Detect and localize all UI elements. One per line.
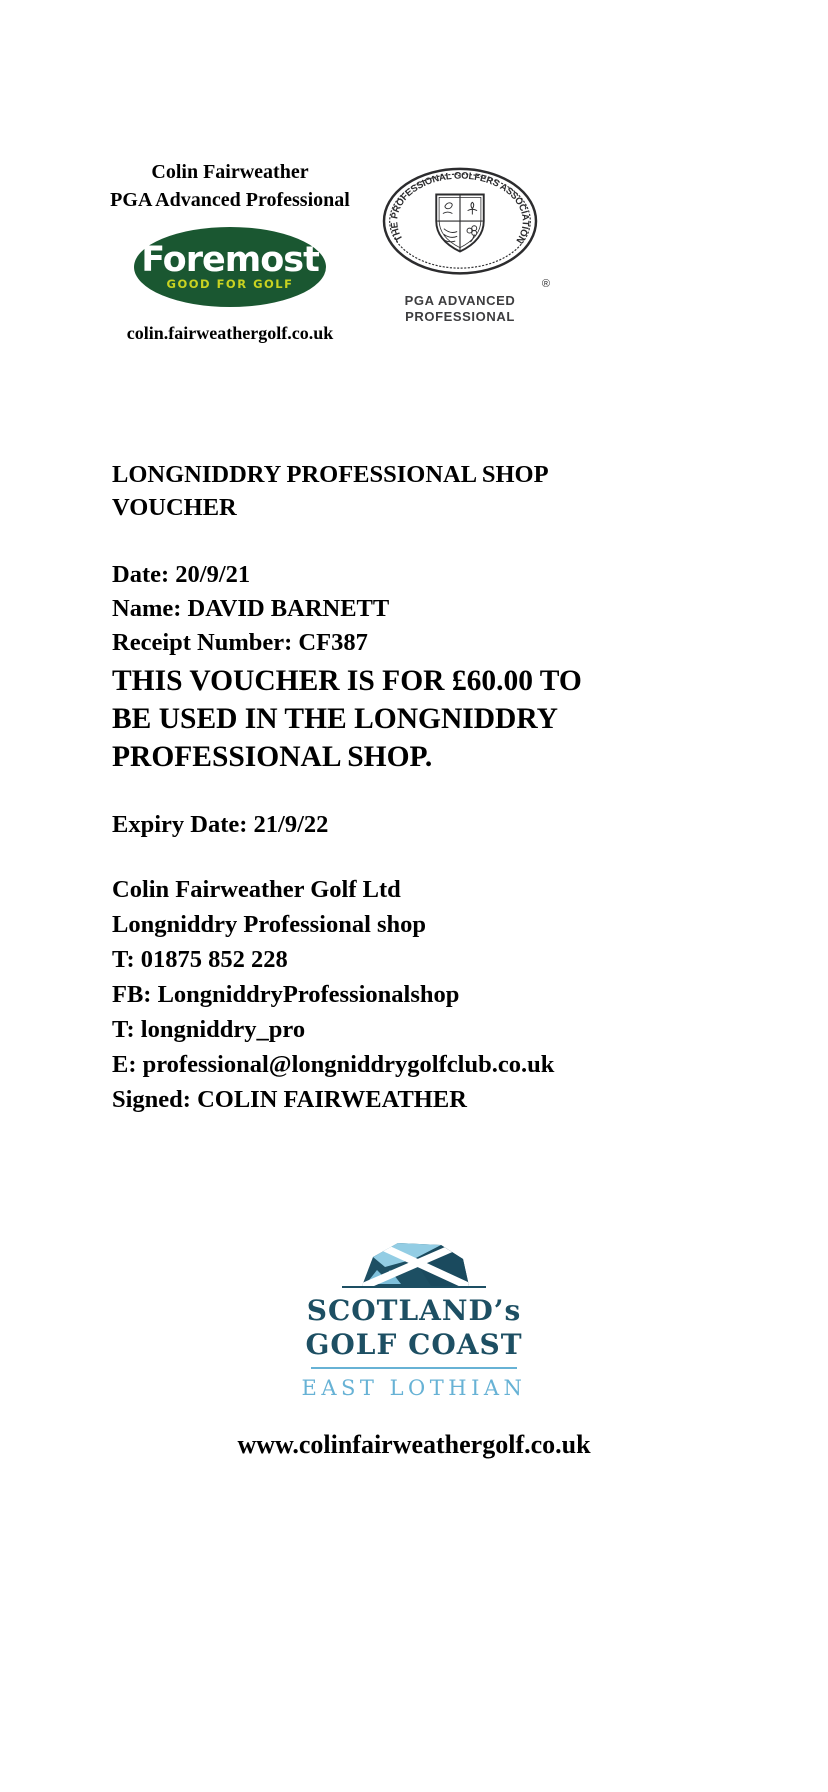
saltire-rock-icon bbox=[328, 1236, 500, 1294]
contact-email-line: E: professional@longniddrygolfclub.co.uk bbox=[112, 1051, 555, 1078]
sgc-divider bbox=[311, 1367, 517, 1369]
sgc-line1: SCOTLAND’s bbox=[306, 1294, 522, 1327]
sgc-line2: GOLF COAST bbox=[305, 1328, 523, 1361]
scotlands-golf-coast-logo bbox=[0, 1236, 828, 1400]
amount-line2: BE USED IN THE LONGNIDDRY bbox=[112, 703, 558, 735]
voucher-expiry bbox=[112, 808, 328, 842]
voucher-details bbox=[112, 558, 389, 660]
amount-line3: PROFESSIONAL SHOP. bbox=[112, 741, 433, 773]
owner-name: Colin Fairweather bbox=[151, 161, 309, 183]
contact-company-line: Colin Fairweather Golf Ltd bbox=[112, 876, 401, 903]
sgc-line3: EAST LOTHIAN bbox=[301, 1376, 527, 1400]
voucher-title-line2: VOUCHER bbox=[112, 494, 237, 521]
voucher-date-line: Date: 20/9/21 bbox=[112, 561, 251, 588]
footer-website-text: www.colinfairweathergolf.co.uk bbox=[237, 1430, 591, 1459]
owner-title: PGA Advanced Professional bbox=[110, 189, 350, 211]
voucher-name-line: Name: DAVID BARNETT bbox=[112, 595, 390, 622]
pga-seal-block bbox=[374, 166, 550, 324]
voucher-receipt-line: Receipt Number: CF387 bbox=[112, 629, 368, 656]
pga-seal-icon bbox=[378, 166, 542, 280]
header-website-text: colin.fairweathergolf.co.uk bbox=[126, 323, 334, 343]
seal-caption bbox=[374, 293, 546, 324]
foremost-logo bbox=[134, 227, 326, 307]
contact-twitter-line: T: longniddry_pro bbox=[112, 1016, 306, 1043]
seal-caption-line2: PROFESSIONAL bbox=[405, 308, 515, 324]
contact-signed-line: Signed: COLIN FAIRWEATHER bbox=[112, 1086, 467, 1113]
contact-shop-line: Longniddry Professional shop bbox=[112, 911, 427, 938]
contact-details bbox=[112, 872, 554, 1117]
voucher-title-line1: LONGNIDDRY PROFESSIONAL SHOP bbox=[112, 461, 549, 488]
header-left-column bbox=[95, 158, 365, 344]
contact-facebook-line: FB: LongniddryProfessionalshop bbox=[112, 981, 460, 1008]
seal-caption-line1: PGA ADVANCED bbox=[404, 293, 516, 308]
foremost-tagline-text: GOOD FOR GOLF bbox=[166, 277, 294, 291]
amount-line1: THIS VOUCHER IS FOR £60.00 TO bbox=[112, 665, 582, 697]
voucher-amount-statement bbox=[112, 662, 582, 776]
expiry-line: Expiry Date: 21/9/22 bbox=[112, 811, 329, 838]
foremost-brand-text: Foremost bbox=[141, 240, 319, 280]
voucher-title bbox=[112, 458, 549, 524]
contact-phone-line: T: 01875 852 228 bbox=[112, 946, 288, 973]
registered-trademark-icon: ® bbox=[541, 278, 550, 290]
seal-ring-text: THE PROFESSIONAL GOLFERS ASSOCIATION bbox=[389, 170, 531, 246]
